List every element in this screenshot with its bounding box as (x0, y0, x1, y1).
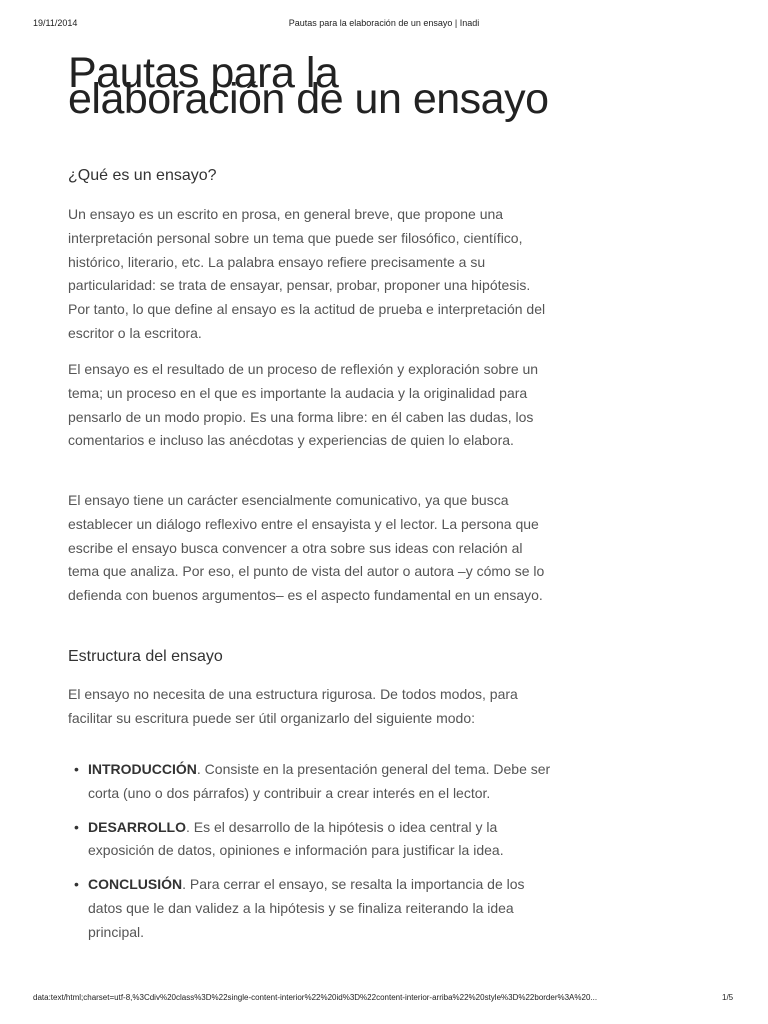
paragraph-2: El ensayo es el resultado de un proceso de reflexión y exploración sobre un tema; un proceso en el que es importante la audacia y la originalidad para pensarlo de un modo propio. Es una forma libre: en él caben las dudas, los comentarios e incluso las anécdotas y experiencias de quien lo elabora. (68, 361, 539, 449)
page-indicator: 1/5 (722, 993, 734, 1002)
article-content (68, 49, 552, 940)
print-footer (0, 993, 768, 1005)
list-item-introduccion (74, 758, 552, 806)
section-heading-que-es: ¿Qué es un ensayo? (68, 167, 217, 184)
print-page-title: Pautas para la elaboración de un ensayo | Inadi (288, 18, 480, 28)
list-text: . Consiste en la presentación general del tema. Debe ser corta (uno o dos párrafos) y contribuir a crear interés en el lector. (88, 761, 551, 801)
article-title: Pautas para la elaboración de un ensayo (68, 49, 549, 123)
structure-list (68, 758, 552, 955)
list-term: DESARROLLO (88, 818, 186, 835)
bullet-icon: • (74, 818, 79, 835)
print-url: data:text/html;charset=utf-8,%3Cdiv%20class%3D%22single-content-interior%22%20id%3D%22content-interior-arriba%22%20style%3D%22border%3A%20... (33, 993, 598, 1002)
print-date: 19/11/2014 (33, 18, 78, 28)
list-item-conclusion (74, 873, 552, 944)
list-term: INTRODUCCIÓN (88, 761, 197, 777)
section-heading-estructura: Estructura del ensayo (68, 648, 223, 665)
paragraph-1: Un ensayo es un escrito en prosa, en general breve, que propone una interpretación personal sobre un tema que puede ser filosófico, científico, histórico, literario, etc. La palabra ensayo refiere precisamente a su particularidad: se trata de ensayar, pensar, probar, proponer una hipótesis. Por tanto, lo que define al ensayo es la actitud de prueba e interpretación del escritor o la escritora. (68, 206, 546, 341)
structure-intro-paragraph: El ensayo no necesita de una estructura rigurosa. De todos modos, para facilitar su escritura puede ser útil organizarlo del siguiente modo: (68, 686, 518, 726)
list-text: . Es el desarrollo de la hipótesis o idea central y la exposición de datos, opiniones e información para justificar la idea. (88, 818, 504, 859)
paragraph-3: El ensayo tiene un carácter esencialmente comunicativo, ya que busca establecer un diálogo reflexivo entre el ensayista y el lector. La persona que escribe el ensayo busca convencer a otra sobre sus ideas con relación al tema que analiza. Por eso, el punto de vista del autor o autora –y cómo se lo defienda con buenos argumentos– es el aspecto fundamental en un ensayo. (68, 492, 545, 604)
list-item-desarrollo (74, 816, 552, 864)
list-text: . Para cerrar el ensayo, se resalta la importancia de los datos que le dan validez a la hipótesis y se finaliza reiterando la idea principal. (88, 876, 525, 940)
print-header (0, 18, 768, 32)
list-term: CONCLUSIÓN (88, 876, 183, 893)
bullet-icon: • (74, 876, 79, 893)
bullet-icon: • (74, 761, 79, 777)
